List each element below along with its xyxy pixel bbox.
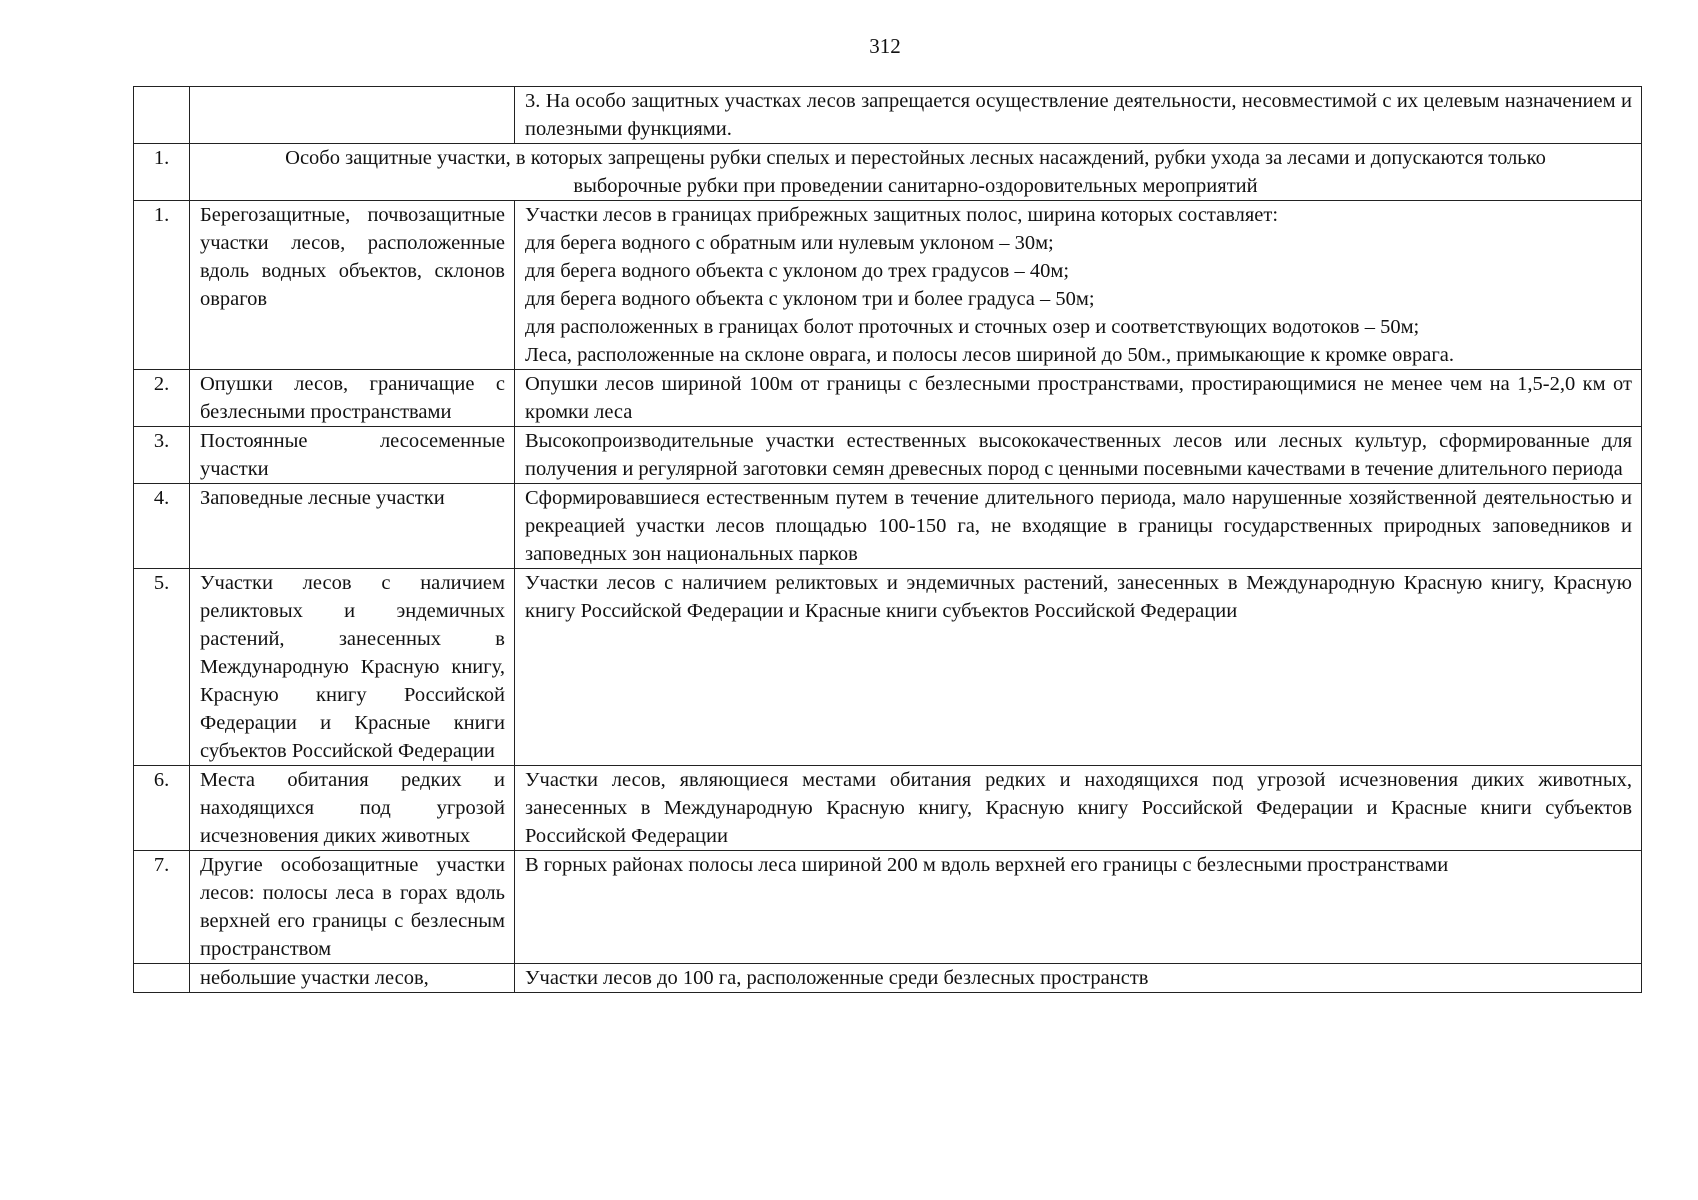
- row-description: В горных районах полосы леса шириной 200 м вдоль верхней его границы с безлесными пространствами: [515, 851, 1642, 964]
- row-description: Участки лесов с наличием реликтовых и эндемичных растений, занесенных в Международную Красную книгу, Красную книгу Российской Федерации и Красные книги субъектов Российской Федерации: [515, 569, 1642, 766]
- intro-row-text: 3. На особо защитных участках лесов запрещается осуществление деятельности, несовместимой с их целевым назначением и полезными функциями.: [515, 87, 1642, 144]
- row-number: 2.: [134, 370, 190, 427]
- intro-row-type: [190, 87, 515, 144]
- row-number: [134, 964, 190, 993]
- row-type: Участки лесов с наличием реликтовых и эндемичных растений, занесенных в Международную Красную книгу, Красную книгу Российской Федерации и Красные книги субъектов Российской Федерации: [190, 569, 515, 766]
- table-row: [134, 201, 1642, 370]
- section-row: [134, 144, 1642, 201]
- table-row: [134, 370, 1642, 427]
- row-description: Сформировавшиеся естественным путем в течение длительного периода, мало нарушенные хозяйственной деятельностью и рекреацией участки лесов площадью 100-150 га, не входящие в границы государственных природных заповедников и заповедных зон национальных парков: [515, 484, 1642, 569]
- row-type: Постоянные лесосеменные участки: [190, 427, 515, 484]
- table-row: [134, 427, 1642, 484]
- row-number: 3.: [134, 427, 190, 484]
- table-row: [134, 569, 1642, 766]
- row-number: 7.: [134, 851, 190, 964]
- page-number: 312: [869, 34, 901, 58]
- description-line: для берега водного с обратным или нулевым уклоном – 30м;: [525, 232, 1054, 254]
- description-line: Участки лесов в границах прибрежных защитных полос, ширина которых составляет:: [525, 204, 1279, 226]
- protective-areas-table: [133, 86, 1642, 993]
- table-row: [134, 766, 1642, 851]
- row-description: [515, 201, 1642, 370]
- table-row: [134, 964, 1642, 993]
- row-description: Участки лесов до 100 га, расположенные среди безлесных пространств: [515, 964, 1642, 993]
- section-title: Особо защитные участки, в которых запрещены рубки спелых и перестойных лесных насаждений, рубки ухода за лесами и допускаются только выборочные рубки при проведении санитарно-оздоровительных мероприятий: [190, 144, 1642, 201]
- description-line: для берега водного объекта с уклоном три и более градуса – 50м;: [525, 288, 1095, 310]
- row-type: Опушки лесов, граничащие с безлесными пространствами: [190, 370, 515, 427]
- row-description: Опушки лесов шириной 100м от границы с безлесными пространствами, простирающимися не менее чем на 1,5-2,0 км от кромки леса: [515, 370, 1642, 427]
- description-line: Леса, расположенные на склоне оврага, и полосы лесов шириной до 50м., примыкающие к кромке оврага.: [525, 344, 1454, 366]
- row-type: Другие особозащитные участки лесов: полосы леса в горах вдоль верхней его границы с безлесным пространством: [190, 851, 515, 964]
- intro-row-number: [134, 87, 190, 144]
- description-line: для расположенных в границах болот проточных и сточных озер и соответствующих водотоков – 50м;: [525, 316, 1420, 338]
- row-type: Места обитания редких и находящихся под угрозой исчезновения диких животных: [190, 766, 515, 851]
- table-row: [134, 851, 1642, 964]
- description-line: для берега водного объекта с уклоном до трех градусов – 40м;: [525, 260, 1070, 282]
- intro-row: [134, 87, 1642, 144]
- row-description: Участки лесов, являющиеся местами обитания редких и находящихся под угрозой исчезновения диких животных, занесенных в Международную Красную книгу, Красную книгу Российской Федерации и Красные книги субъектов Российской Федерации: [515, 766, 1642, 851]
- table-row: [134, 484, 1642, 569]
- row-number: 1.: [134, 201, 190, 370]
- row-number: 6.: [134, 766, 190, 851]
- row-number: 4.: [134, 484, 190, 569]
- row-description: Высокопроизводительные участки естественных высококачественных лесов или лесных культур, сформированные для получения и регулярной заготовки семян древесных пород с ценными посевными качествами в течение длительного периода: [515, 427, 1642, 484]
- row-type: Берегозащитные, почвозащитные участки лесов, расположенные вдоль водных объектов, склонов оврагов: [190, 201, 515, 370]
- row-type: небольшие участки лесов,: [190, 964, 515, 993]
- row-type: Заповедные лесные участки: [190, 484, 515, 569]
- section-number: 1.: [134, 144, 190, 201]
- row-number: 5.: [134, 569, 190, 766]
